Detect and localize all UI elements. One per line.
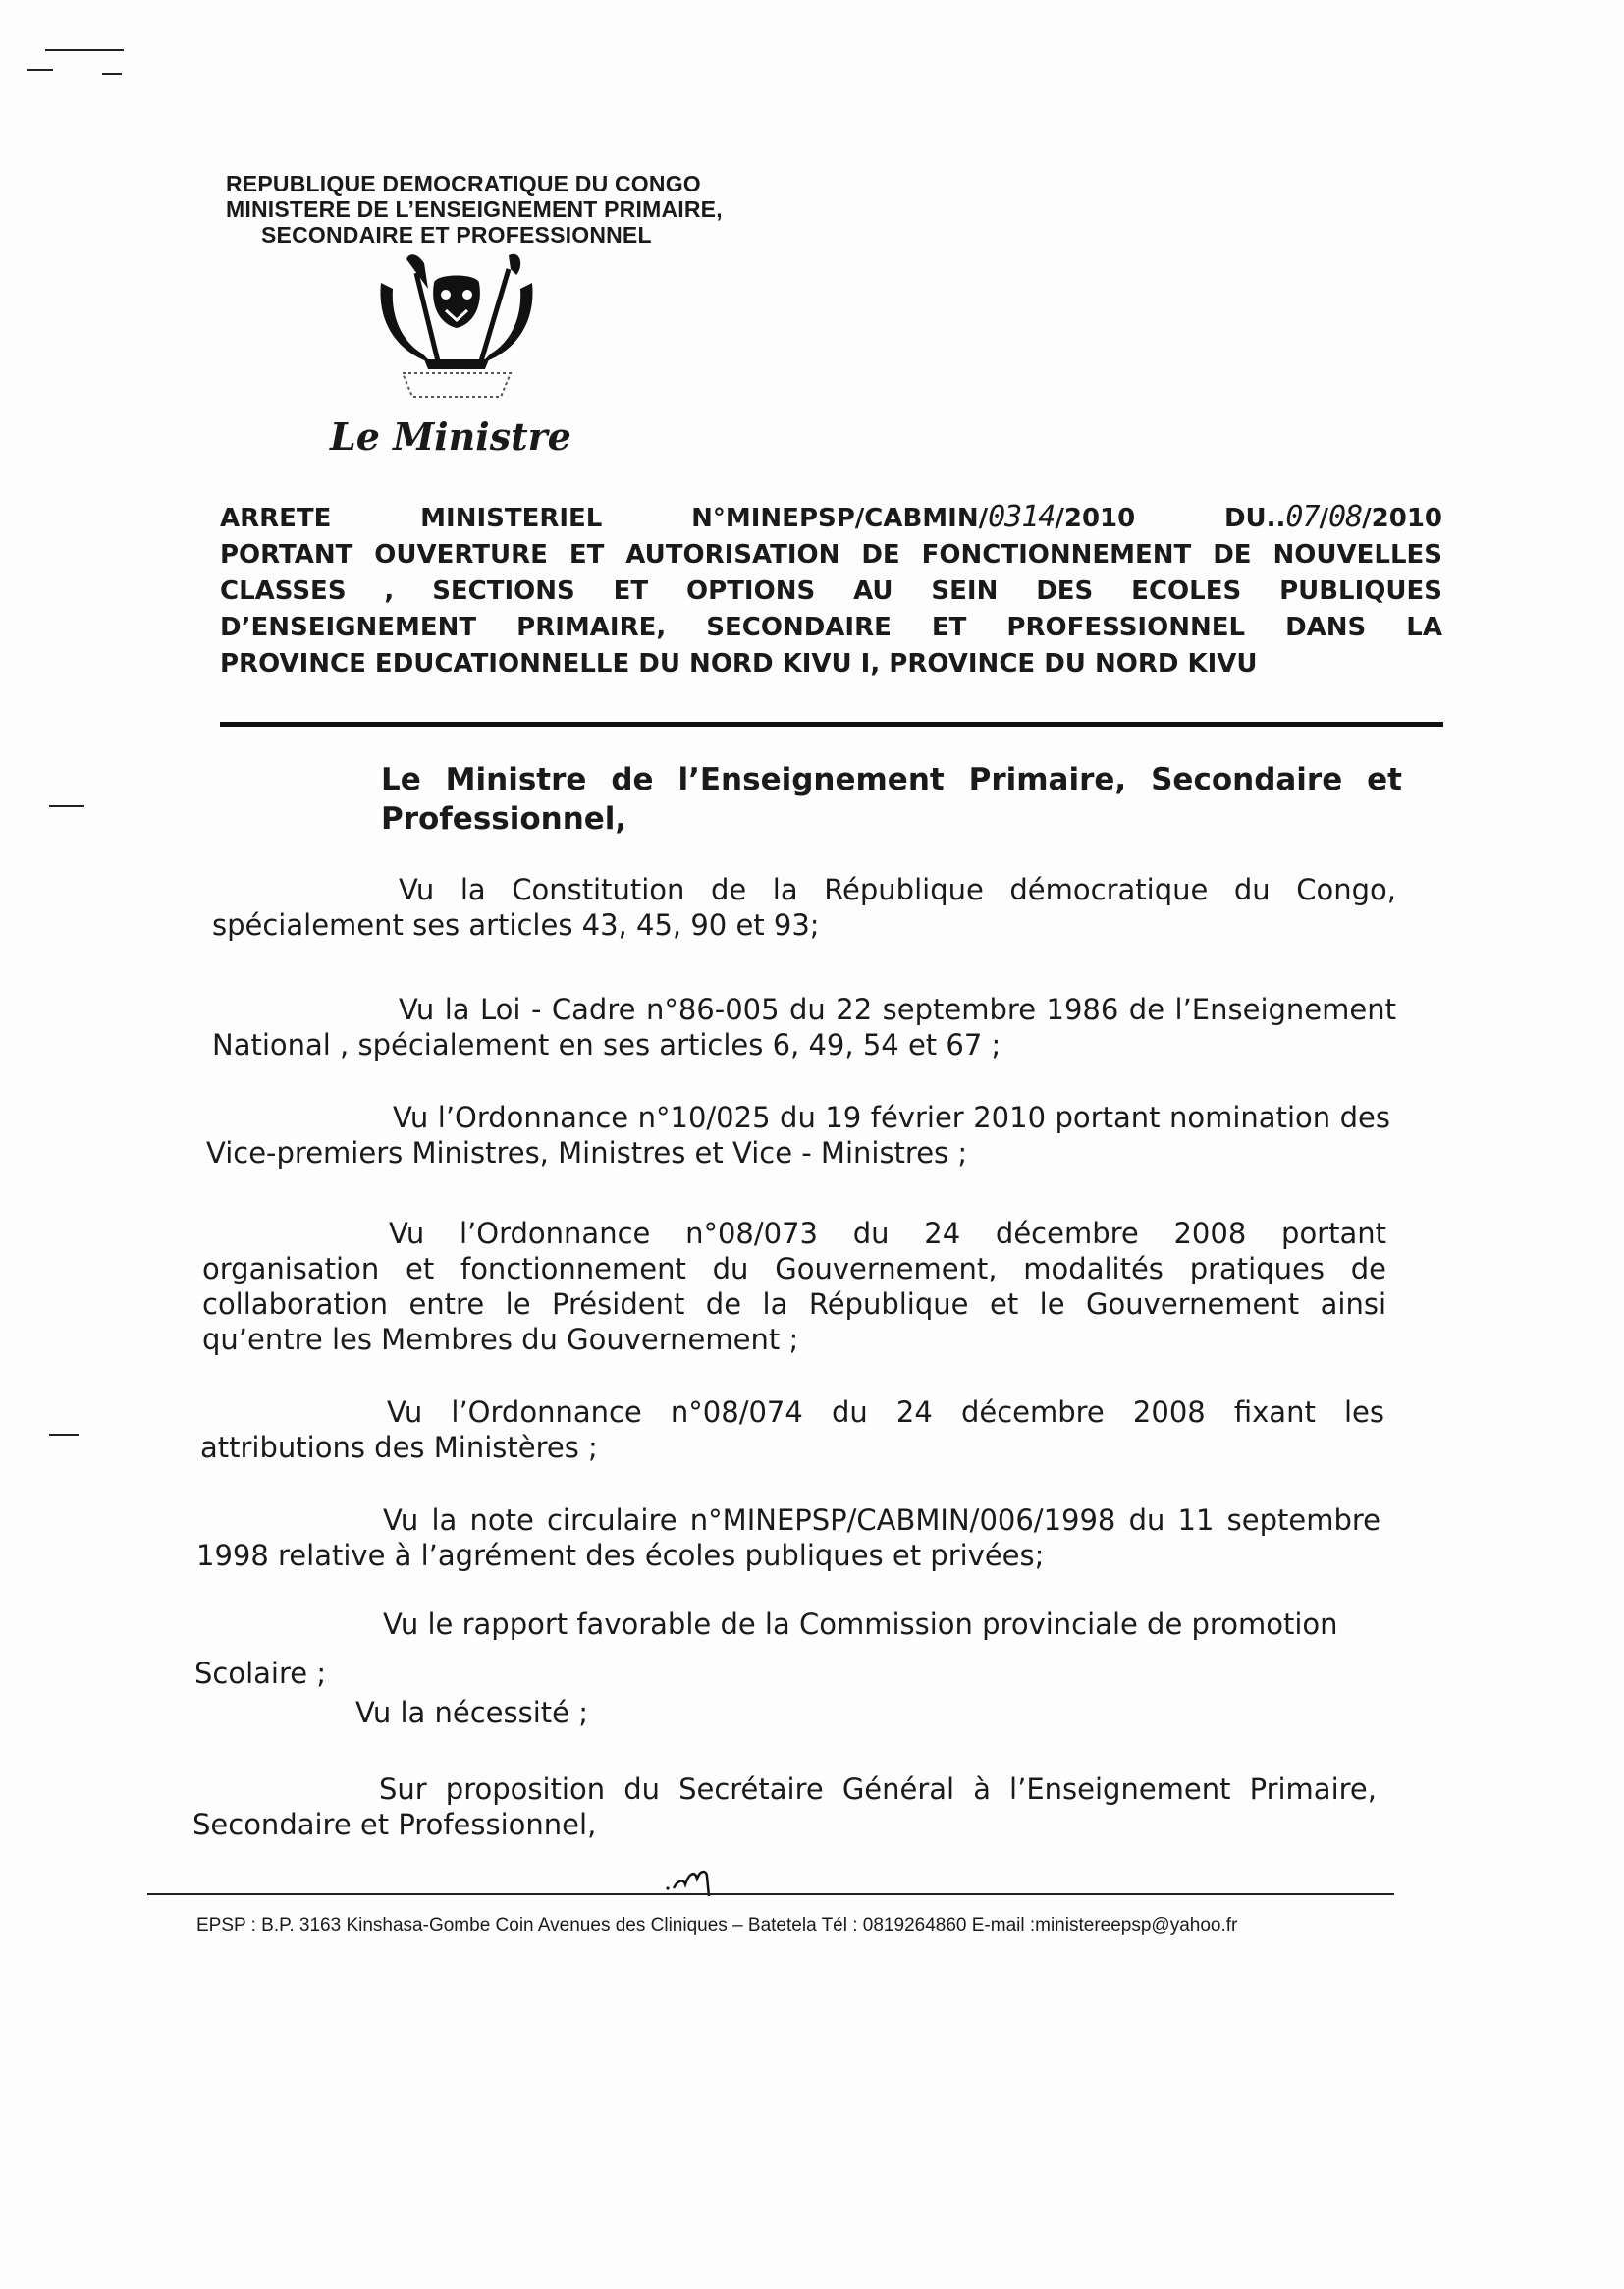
footer-address: EPSP : B.P. 3163 Kinshasa-Gombe Coin Avenues des Cliniques – Batetela Tél : 0819264860 E-mail :ministereepsp@yahoo.fr <box>196 1915 1238 1935</box>
initials-signature <box>664 1859 732 1898</box>
consideration-rapport <box>196 1607 1380 1642</box>
decree-number: 0314 <box>988 500 1056 534</box>
consideration-text: Vu la Constitution de la République démocratique du Congo, spécialement ses articles 43, 45, 90 et 93; <box>212 873 1396 942</box>
header-ministry: MINISTERE DE L’ENSEIGNEMENT PRIMAIRE, <box>226 196 723 222</box>
decree-line-1 <box>220 499 1442 537</box>
consideration-ordonnance-08-073 <box>202 1216 1386 1357</box>
decree-month: 08 <box>1328 500 1363 534</box>
decree-year: /2010 <box>1362 504 1443 533</box>
decree-line-5: PROVINCE EDUCATIONNELLE DU NORD KIVU I, PROVINCE DU NORD KIVU <box>220 649 1258 679</box>
minister-title: Le Ministre <box>330 414 571 459</box>
consideration-proposition <box>192 1771 1377 1842</box>
scan-mark <box>45 49 124 51</box>
consideration-note-circulaire <box>196 1502 1380 1573</box>
title-divider <box>220 722 1443 727</box>
consideration-text: Vu l’Ordonnance n°10/025 du 19 février 2010 portant nomination des Vice-premiers Ministres, Ministres et Vice - Ministres ; <box>206 1101 1390 1170</box>
scan-mark <box>49 1434 79 1436</box>
decree-sep: / <box>1319 504 1329 533</box>
decree-line-2: PORTANT OUVERTURE ET AUTORISATION DE FONCTIONNEMENT DE NOUVELLES <box>220 540 1442 570</box>
addressee-line-1: Le Ministre de l’Enseignement Primaire, Secondaire et <box>381 762 1402 797</box>
decree-ref-mid: /2010 DU.. <box>1055 504 1286 533</box>
consideration-text: Sur proposition du Secrétaire Général à l’Enseignement Primaire, Secondaire et Professionnel, <box>192 1772 1377 1841</box>
addressee <box>381 760 1402 839</box>
decree-day: 07 <box>1285 500 1320 534</box>
consideration-text: Vu l’Ordonnance n°08/073 du 24 décembre 2008 portant organisation et fonctionnement du Gouvernement, modalités pratiques de collaboration entre le Président de la République et le Gouvernement ainsi qu’entre les Membres du Gouvernement ; <box>202 1217 1386 1356</box>
consideration-loi-cadre <box>212 992 1396 1063</box>
header-ministry-cont: SECONDAIRE ET PROFESSIONNEL <box>261 222 652 247</box>
consideration-text: Vu l’Ordonnance n°08/074 du 24 décembre 2008 fixant les attributions des Ministères ; <box>200 1395 1384 1464</box>
scan-mark <box>49 805 84 807</box>
consideration-ordonnance-08-074 <box>200 1394 1384 1465</box>
footer-divider <box>147 1893 1394 1895</box>
consideration-text: Vu la Loi - Cadre n°86-005 du 22 septembre 1986 de l’Enseignement National , spécialement en ses articles 6, 49, 54 et 67 ; <box>212 993 1396 1062</box>
consideration-rapport-cont: Scolaire ; <box>194 1657 327 1690</box>
consideration-text: Vu la note circulaire n°MINEPSP/CABMIN/006/1998 du 11 septembre 1998 relative à l’agrément des écoles publiques et privées; <box>196 1503 1380 1572</box>
consideration-text: Vu le rapport favorable de la Commission provinciale de promotion <box>383 1608 1338 1641</box>
header-republic: REPUBLIQUE DEMOCRATIQUE DU CONGO <box>226 171 701 196</box>
decree-ref: ARRETE MINISTERIEL N°MINEPSP/CABMIN/ <box>220 504 989 533</box>
coat-of-arms-icon <box>363 244 550 399</box>
consideration-constitution <box>212 872 1396 943</box>
decree-line-3: CLASSES , SECTIONS ET OPTIONS AU SEIN DES ECOLES PUBLIQUES <box>220 576 1442 606</box>
decree-line-4: D’ENSEIGNEMENT PRIMAIRE, SECONDAIRE ET PROFESSIONNEL DANS LA <box>220 613 1442 642</box>
consideration-ordonnance-10-025 <box>206 1100 1390 1171</box>
scan-mark <box>102 73 122 75</box>
scan-mark <box>27 69 53 71</box>
decree-title <box>220 499 1442 682</box>
consideration-necessite: Vu la nécessité ; <box>355 1696 588 1729</box>
addressee-line-2: Professionnel, <box>381 801 627 837</box>
